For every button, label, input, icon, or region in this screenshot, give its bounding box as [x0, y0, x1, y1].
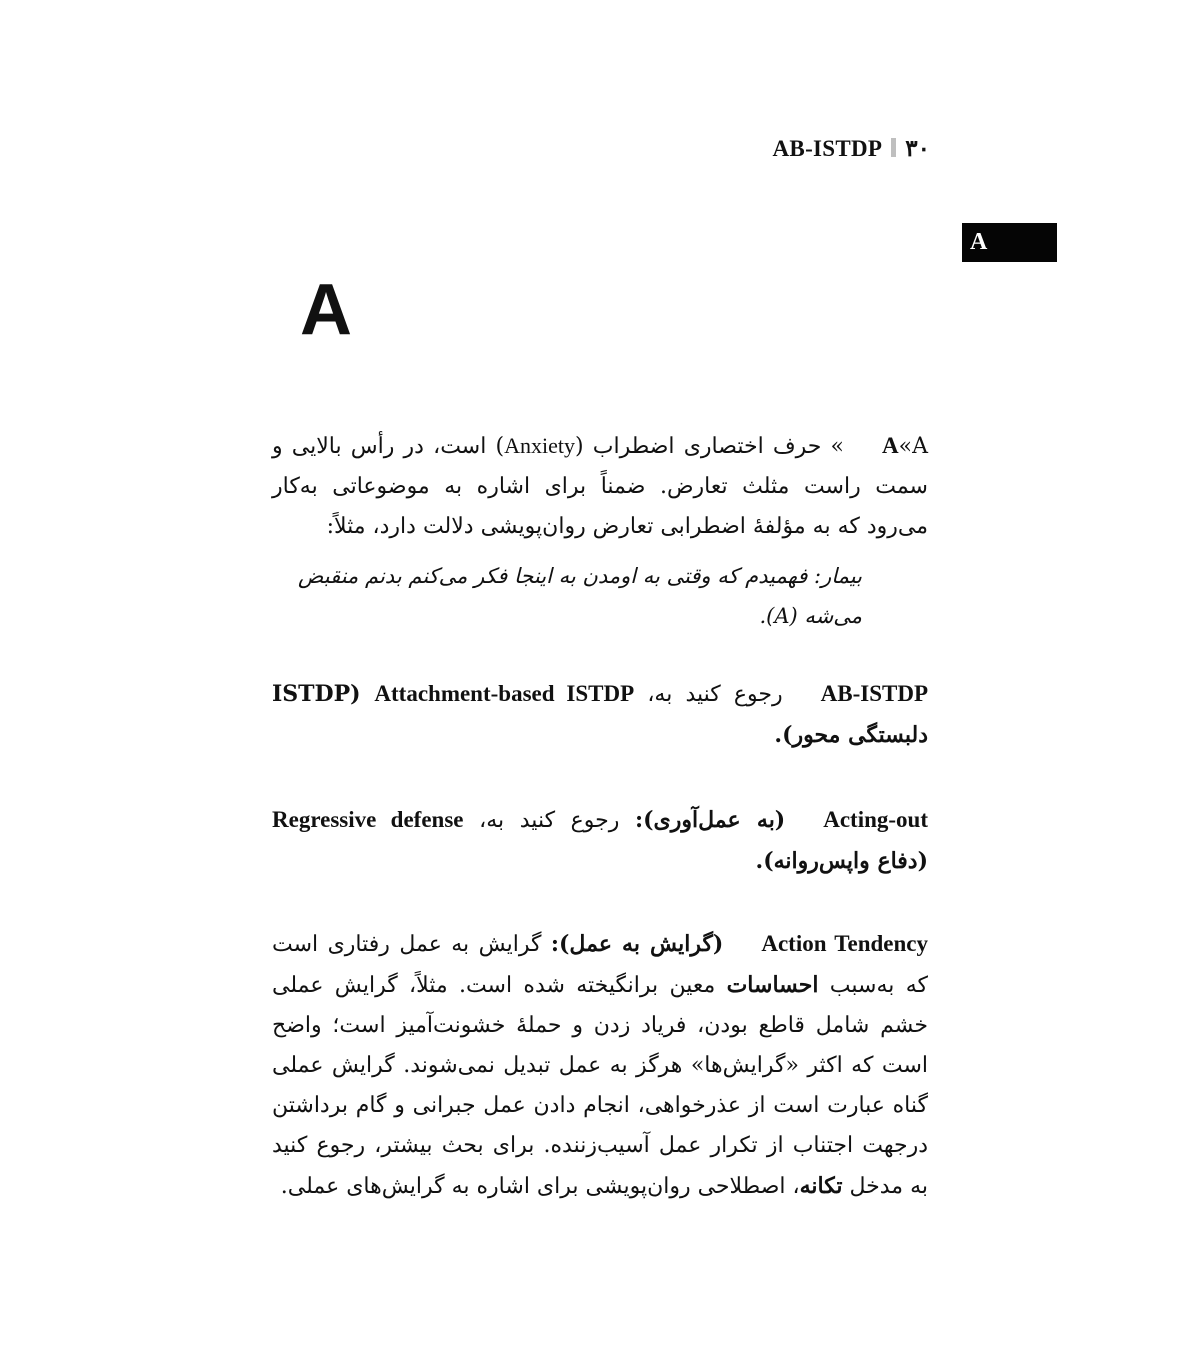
entry-headword: Acting-out — [823, 807, 929, 832]
entry-text: گرایش به عمل رفتاری است که به‌سبب — [272, 932, 928, 998]
entry-text: «A» حرف اختصاری اضطراب ( — [575, 434, 928, 459]
entry-text: رجوع کنید به، — [463, 808, 635, 833]
glossary-entry-a — [272, 426, 928, 547]
entry-text: ) است، در رأس بالایی و سمت راست مثلث تعارض. ضمناً برای اشاره به موضوعاتی به‌کار می‌رود که به مؤلفهٔ اضطرابی تعارض روان‌پویشی دلالت دارد، مثلاً: — [272, 434, 928, 539]
entry-bold-term: احساسات — [726, 972, 819, 998]
page-number: ۳۰ — [905, 136, 930, 161]
running-header — [773, 136, 930, 162]
entry-headword: A — [882, 433, 899, 458]
entry-text: رجوع کنید به، — [634, 682, 783, 707]
thumb-tab-letter: A — [970, 229, 988, 255]
glossary-entry-ab-istdp — [272, 674, 928, 756]
entry-text: ، اصطلاحی روان‌پویشی برای اشاره به گرایش‌های عملی. — [280, 1174, 800, 1199]
entry-example-quote: بیمار: فهمیدم که وقتی به اومدن به اینجا فکر می‌کنم بدنم منقبض می‌شه (A). — [298, 564, 862, 628]
entry-text: (دفاع واپس‌روانه). — [755, 848, 928, 874]
entry-latin-term: Anxiety — [504, 433, 575, 458]
entry-gloss: (گرایش به عمل): — [550, 931, 724, 957]
entry-text: معین برانگیخته شده است. مثلاً، گرایش عملی خشم شامل قاطع بودن، فریاد زدن و حملهٔ خشونت‌آمیز است؛ واضح است که اکثر «گرایش‌ها» هرگز به عمل تبدیل نمی‌شوند. گرایش عملی گناه عبارت است از عذرخواهی، انجام دادن عمل جبرانی و گام برداشتن درجهت اجتناب از تکرار عمل آسیب‌زننده. برای بحث بیشتر، رجوع کنید به مدخل — [272, 973, 928, 1199]
entry-latin-term: Attachment-based ISTDP — [374, 681, 635, 706]
entry-headword: Action Tendency — [761, 931, 928, 956]
entry-latin-term: Regressive defense — [272, 807, 464, 832]
glossary-entry-acting-out — [272, 800, 928, 882]
header-separator — [891, 138, 896, 157]
running-title: AB-ISTDP — [772, 136, 883, 161]
glossary-entry-action-tendency — [272, 924, 928, 1207]
entry-gloss: (به عمل‌آوری): — [635, 807, 786, 833]
section-letter-heading: A — [300, 270, 352, 350]
entry-bold-term: تکانه — [799, 1173, 843, 1199]
thumb-index-tab — [962, 223, 1057, 262]
entry-headword: AB-ISTDP — [820, 681, 929, 706]
entry-text: (ISTDP دلبستگی محور). — [272, 681, 928, 748]
